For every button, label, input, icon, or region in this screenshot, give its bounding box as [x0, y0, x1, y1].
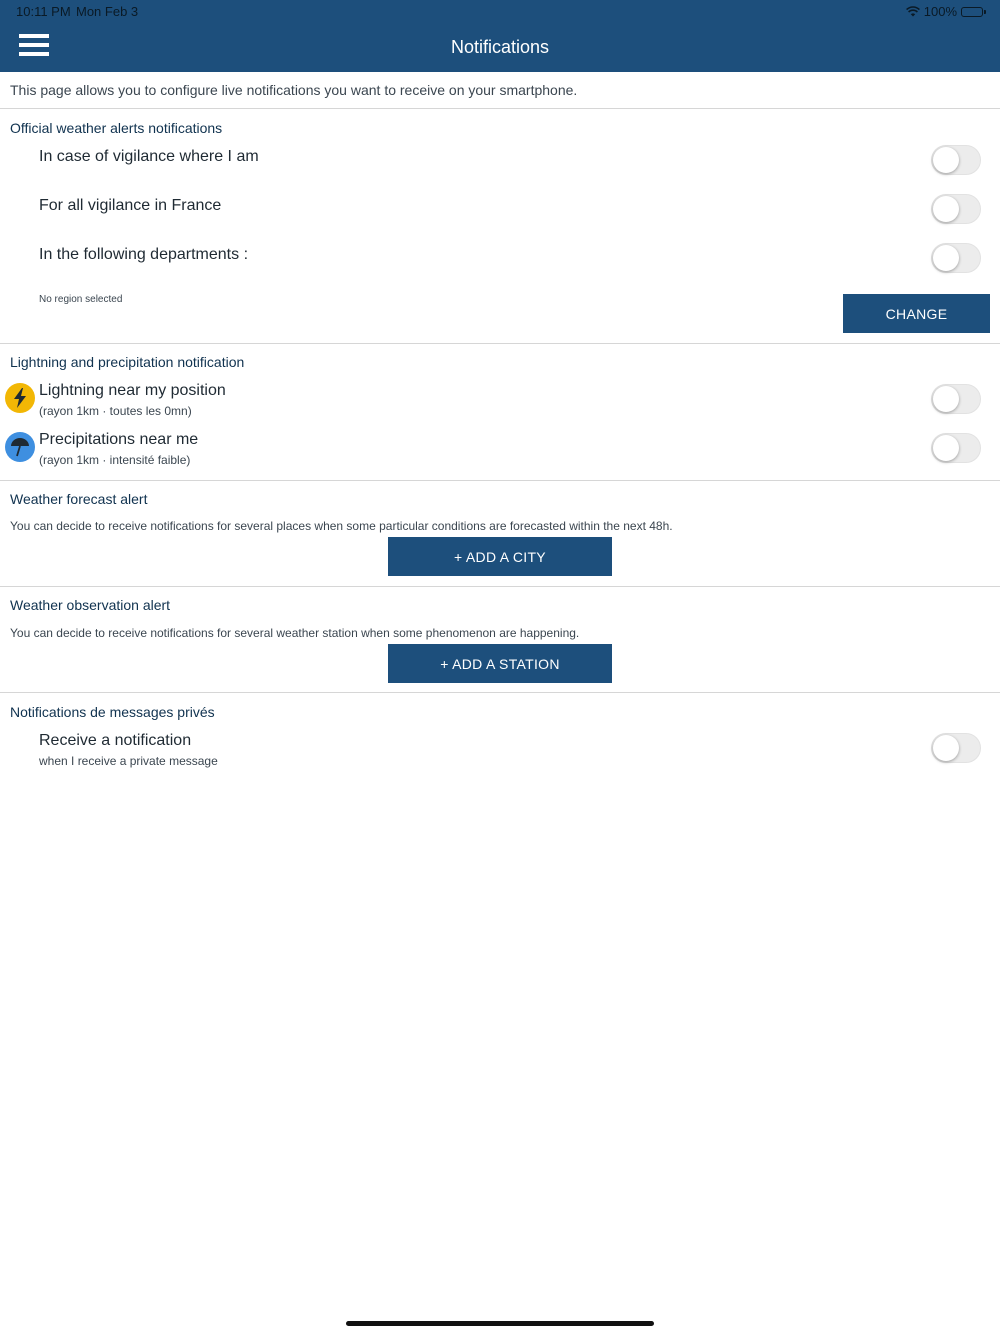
lightning-toggle[interactable] — [931, 384, 981, 414]
section-title-observation: Weather observation alert — [10, 597, 171, 613]
divider — [0, 343, 1000, 344]
region-status: No region selected — [39, 294, 123, 305]
lightning-label: Lightning near my position — [39, 382, 226, 399]
status-date: Mon Feb 3 — [76, 4, 139, 19]
divider — [0, 108, 1000, 109]
observation-desc: You can decide to receive notifications for several weather station when some phenomenon are happening. — [10, 626, 580, 640]
vigilance-where-i-am-toggle[interactable] — [931, 145, 981, 175]
departments-toggle[interactable] — [931, 243, 981, 273]
private-message-toggle[interactable] — [931, 733, 981, 763]
top-bar — [0, 0, 1000, 72]
status-time: 10:11 PM — [16, 4, 71, 19]
page-title: Notifications — [450, 37, 550, 57]
battery-icon — [961, 7, 986, 17]
section-title-private-messages: Notifications de messages privés — [10, 704, 215, 720]
divider — [0, 692, 1000, 693]
forecast-desc: You can decide to receive notifications for several places when some particular conditions are forecasted within the next 48h. — [10, 519, 673, 533]
section-title-official-alerts: Official weather alerts notifications — [10, 120, 223, 136]
umbrella-icon — [5, 432, 35, 462]
lightning-icon — [5, 383, 35, 413]
section-title-forecast: Weather forecast alert — [10, 491, 148, 507]
section-title-lightning: Lightning and precipitation notification — [10, 354, 245, 370]
private-message-label: Receive a notification — [39, 732, 192, 749]
precipitation-toggle[interactable] — [931, 433, 981, 463]
private-message-sub: when I receive a private message — [39, 754, 218, 768]
vigilance-france-label: For all vigilance in France — [39, 197, 222, 214]
home-indicator[interactable] — [346, 1321, 654, 1326]
divider — [0, 480, 1000, 481]
status-right — [906, 4, 986, 19]
wifi-icon — [906, 6, 920, 17]
intro-text: This page allows you to configure live notifications you want to receive on your smartphone. — [10, 82, 578, 98]
vigilance-france-toggle[interactable] — [931, 194, 981, 224]
precipitation-sub: (rayon 1km · intensité faible) — [39, 453, 191, 467]
add-city-button[interactable]: + ADD A CITY — [388, 537, 612, 576]
battery-percent: 100% — [923, 4, 957, 19]
divider — [0, 586, 1000, 587]
precipitation-label: Precipitations near me — [39, 431, 199, 448]
lightning-sub: (rayon 1km · toutes les 0mn) — [39, 404, 192, 418]
departments-label: In the following departments : — [39, 246, 249, 263]
add-station-button[interactable]: + ADD A STATION — [388, 644, 612, 683]
vigilance-where-i-am-label: In case of vigilance where I am — [39, 148, 259, 165]
change-button[interactable]: CHANGE — [843, 294, 990, 333]
